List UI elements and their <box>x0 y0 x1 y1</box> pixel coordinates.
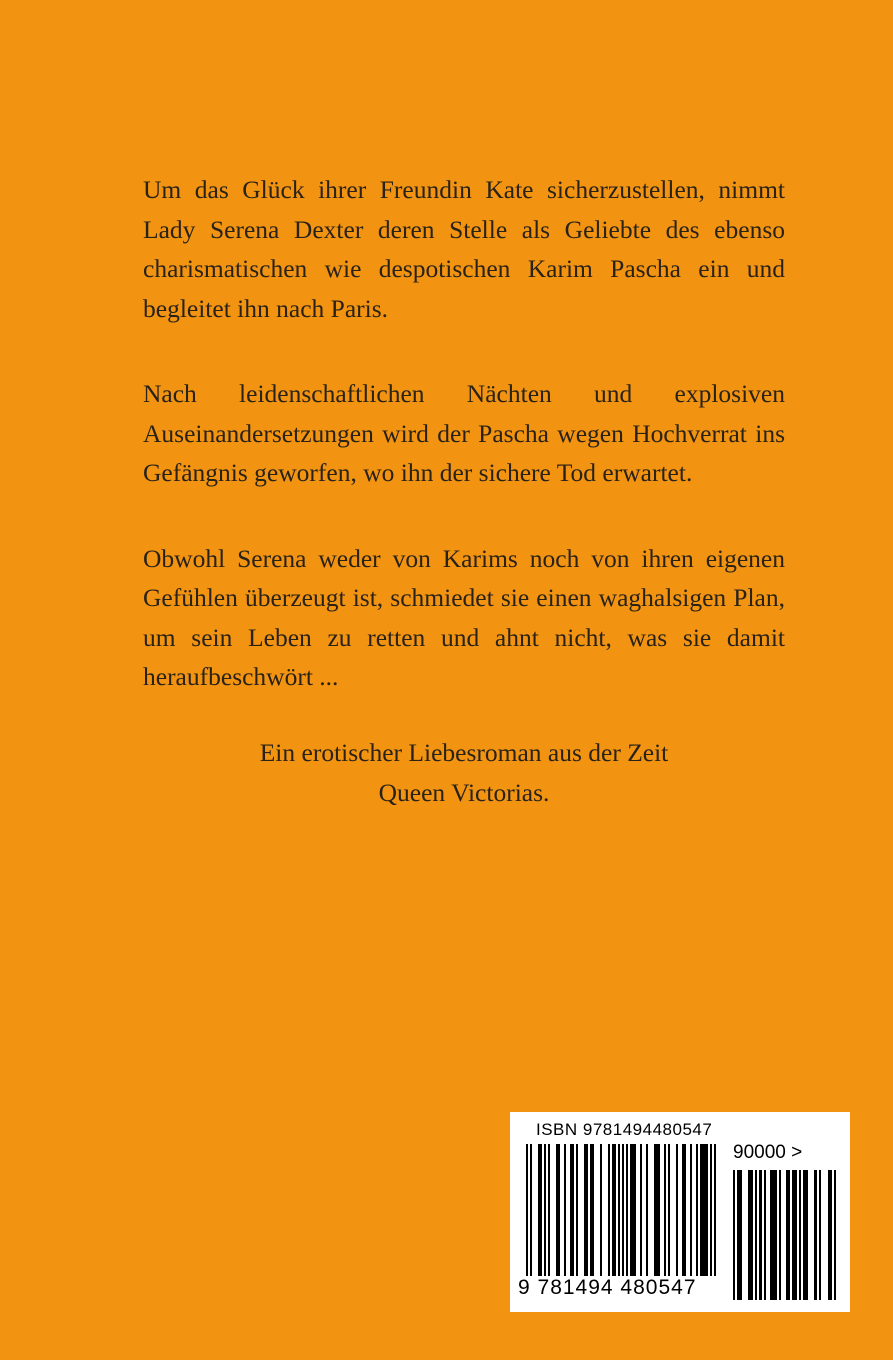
isbn-label: ISBN 9781494480547 <box>536 1120 713 1139</box>
barcode-bar <box>828 1170 832 1300</box>
barcode-bar <box>764 1170 766 1300</box>
barcode-bar <box>646 1144 648 1276</box>
barcode-bar <box>792 1170 796 1300</box>
barcode-bar <box>612 1144 616 1276</box>
barcode-bar <box>676 1144 678 1276</box>
barcode-bar <box>770 1170 777 1300</box>
barcode-bar <box>834 1170 836 1300</box>
barcode-bar <box>608 1144 610 1276</box>
barcode-bar <box>564 1144 566 1276</box>
barcode-bar <box>530 1144 532 1276</box>
barcode-bar <box>819 1170 821 1300</box>
barcode-bar <box>668 1144 670 1276</box>
barcode-bar <box>700 1144 708 1276</box>
barcode-bars <box>526 1144 722 1276</box>
barcode-bar <box>600 1144 602 1276</box>
barcode-bar <box>538 1144 542 1276</box>
barcode-bar <box>710 1144 712 1276</box>
tagline-line-2: Queen Victorias. <box>378 777 550 807</box>
barcode-bar <box>526 1144 528 1276</box>
barcode-bar <box>814 1170 816 1300</box>
barcode-bar <box>786 1170 790 1300</box>
barcode-bar <box>544 1144 546 1276</box>
barcode-bar <box>803 1170 807 1300</box>
barcode-bar <box>737 1170 741 1300</box>
barcode-bar <box>584 1144 588 1276</box>
blurb-paragraph-1: Um das Glück ihrer Freundin Kate sicherzustellen, nimmt Lady Serena Dexter deren Stelle als Geliebte des ebenso charismatischen wie despotischen Karim Pascha ein und begleitet ihn nach Paris. <box>143 175 785 323</box>
barcode-bar <box>556 1144 560 1276</box>
barcode-bar <box>799 1170 801 1300</box>
barcode-bar <box>570 1144 574 1276</box>
barcode-bar <box>748 1170 752 1300</box>
barcode-bar <box>590 1144 594 1276</box>
barcode-bar <box>654 1144 660 1276</box>
barcode-bar <box>630 1144 636 1276</box>
barcode-bar <box>755 1170 757 1300</box>
barcode-bar <box>618 1144 620 1276</box>
barcode-bar <box>548 1144 550 1276</box>
barcode-bar <box>714 1144 716 1276</box>
blurb-text <box>143 170 785 743</box>
barcode-number: 9 781494 480547 <box>518 1276 697 1299</box>
blurb-paragraph-3: Obwohl Serena weder von Karims noch von ihren eigenen Gefühlen überzeugt ist, schmiedet sie einen waghalsigen Plan, um sein Leben zu retten und ahnt nicht, was sie damit heraufbeschwört ... <box>143 543 785 691</box>
isbn-barcode <box>510 1112 850 1312</box>
blurb-paragraph-2: Nach leidenschaftlichen Nächten und explosiven Auseinandersetzungen wird der Pascha wegen Hochverrat ins Gefängnis geworfen, wo ihn der sichere Tod erwartet. <box>143 379 785 487</box>
barcode-bar <box>682 1144 686 1276</box>
barcode-bar <box>622 1144 624 1276</box>
barcode-bar <box>690 1144 692 1276</box>
barcode-bar <box>664 1144 666 1276</box>
barcode-bar <box>779 1170 781 1300</box>
tagline-line-1: Ein erotischer Liebesroman aus der Zeit <box>259 738 669 767</box>
barcode-bar <box>640 1144 642 1276</box>
barcode-bar <box>626 1144 628 1276</box>
price-addon-label: 90000 > <box>733 1142 803 1163</box>
tagline <box>143 733 785 812</box>
barcode-bar <box>576 1144 578 1276</box>
barcode-bar <box>696 1144 698 1276</box>
barcode-bar <box>733 1170 735 1300</box>
barcode-bar <box>759 1170 761 1300</box>
addon-barcode-bars <box>733 1170 839 1300</box>
